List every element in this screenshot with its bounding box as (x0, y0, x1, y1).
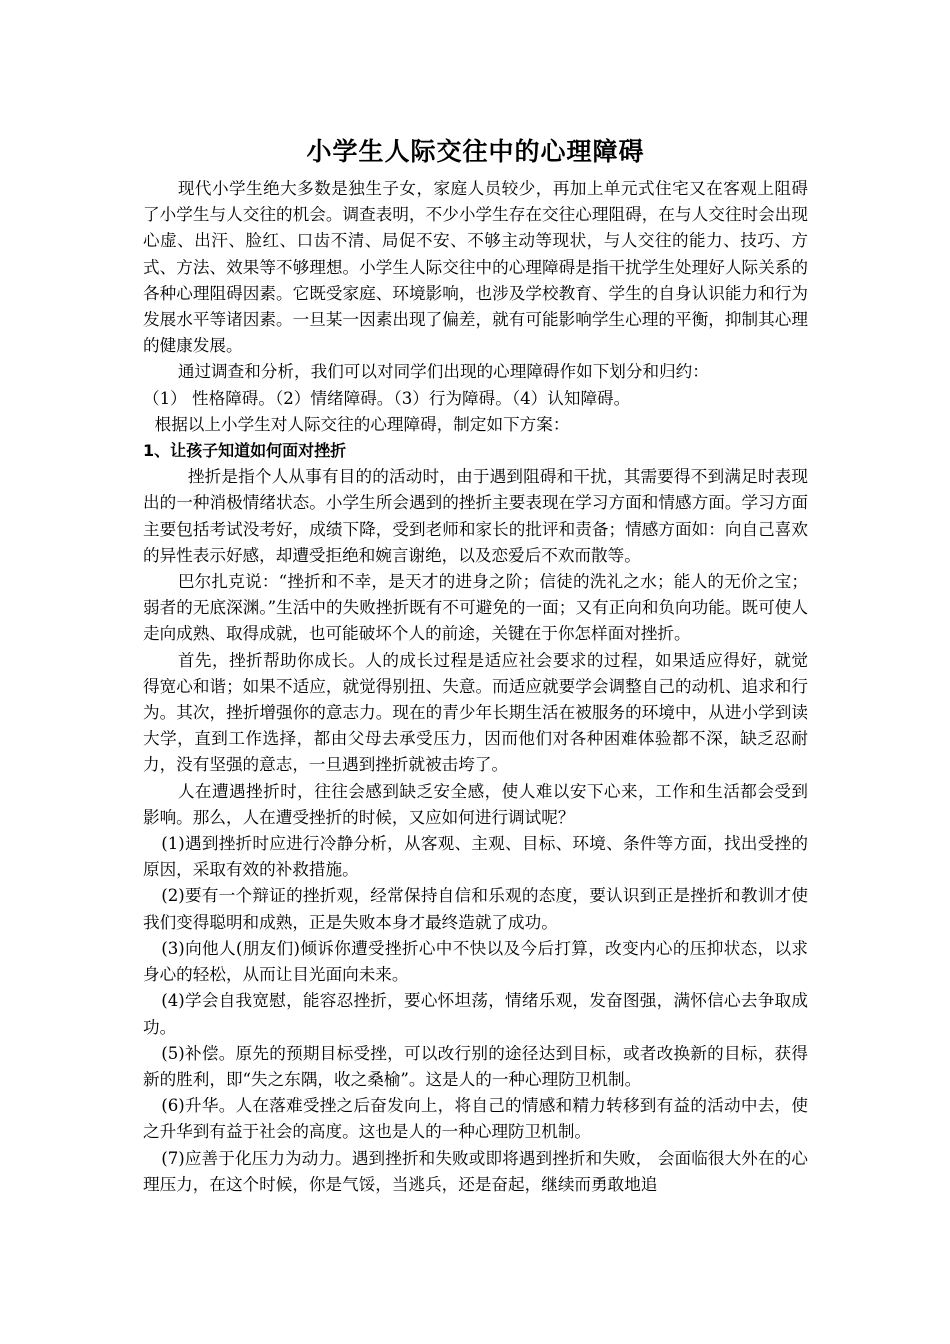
numbered-item: (2)要有一个辩证的挫折观，经常保持自信和乐观的态度，要认识到正是挫折和教训才使我们变得聪明和成熟，正是失败本身才最终造就了成功。 (143, 886, 808, 932)
document-title: 小学生人际交往中的心理障碍 (306, 137, 645, 166)
categories-line: （1） 性格障碍。（2）情绪障碍。（3）行为障碍。（4）认知障碍。 (143, 388, 631, 408)
analysis-paragraph: 通过调查和分析，我们可以对同学们出现的心理障碍作如下划分和归约： (177, 362, 709, 382)
section-paragraph: 人在遭遇挫折时，往往会感到缺乏安全感，使人难以安下心来，工作和生活都会受到影响。那么，人在遭受挫折的时候，又应如何进行调试呢？ (143, 781, 808, 827)
numbered-item: (7)应善于化压力为动力。遇到挫折和失败或即将遇到挫折和失败， 会面临很大外在的心理压力，在这个时候，你是气馁，当逃兵，还是奋起，继续而勇敢地追 (143, 1148, 808, 1194)
numbered-item: (4)学会自我宽慰，能容忍挫折，要心怀坦荡，情绪乐观，发奋图强，满怀信心去争取成功。 (143, 991, 808, 1037)
intro-paragraph: 现代小学生绝大多数是独生子女，家庭人员较少，再加上单元式住宅又在客观上阻碍了小学生与人交往的机会。调查表明，不少小学生存在交往心理阻碍，在与人交往时会出现心虚、出汗、脸红、口齿不清、局促不安、不够主动等现状，与人交往的能力、技巧、方式、方法、效果等不够理想。小学生人际交往中的心理障碍是指干扰学生处理好人际关系的各种心理阻碍因素。它既受家庭、环境影响，也涉及学校教育、学生的自身认识能力和行为发展水平等诸因素。一旦某一因素出现了偏差，就有可能影响学生心理的平衡，抑制其心理的健康发展。 (143, 179, 808, 356)
section-paragraph: 首先，挫折帮助你成长。人的成长过程是适应社会要求的过程，如果适应得好，就觉得宽心和谐；如果不适应，就觉得别扭、失意。而适应就要学会调整自己的动机、追求和行为。其次，挫折增强你的意志力。现在的青少年长期生活在被服务的环境中，从进小学到读大学，直到工作选择，都由父母去承受压力，因而他们对各种困难体验都不深，缺乏忍耐力，没有坚强的意志，一旦遇到挫折就被击垮了。 (143, 650, 808, 775)
numbered-item: (1)遇到挫折时应进行冷静分析，从客观、主观、目标、环境、条件等方面，找出受挫的原因，采取有效的补救措施。 (143, 834, 808, 880)
plan-line: 根据以上小学生对人际交往的心理障碍，制定如下方案： (154, 414, 570, 434)
section-paragraph: 挫折是指个人从事有目的的活动时，由于遇到阻碍和干扰，其需要得不到满足时表现出的一种消极情绪状态。小学生所会遇到的挫折主要表现在学习方面和情感方面。学习方面主要包括考试没考好，成绩下降，受到老师和家长的批评和责备；情感方面如：向自己喜欢的异性表示好感，却遭受拒绝和婉言谢绝，以及恋爱后不欢而散等。 (143, 467, 808, 565)
numbered-item: (3)向他人(朋友们)倾诉你遭受挫折心中不快以及今后打算，改变内心的压抑状态，以求身心的轻松，从而让目光面向未来。 (143, 938, 808, 985)
section-heading: 1、让孩子知道如何面对挫折 (143, 441, 347, 461)
numbered-item: (6)升华。人在落难受挫之后奋发向上，将自己的情感和精力转移到有益的活动中去，使之升华到有益于社会的高度。这也是人的一种心理防卫机制。 (143, 1096, 808, 1142)
document-body (143, 128, 808, 1198)
section-paragraph: 巴尔扎克说：“挫折和不幸，是天才的进身之阶；信徒的洗礼之水；能人的无价之宝；弱者的无底深渊。”生活中的失败挫折既有不可避免的一面；又有正向和负向功能。既可使人走向成熟、取得成就，也可能破坏个人的前途，关键在于你怎样面对挫折。 (143, 572, 808, 644)
numbered-item: (5)补偿。原先的预期目标受挫，可以改行别的途径达到目标，或者改换新的目标，获得新的胜利，即“失之东隅，收之桑榆”。这是人的一种心理防卫机制。 (143, 1043, 808, 1089)
